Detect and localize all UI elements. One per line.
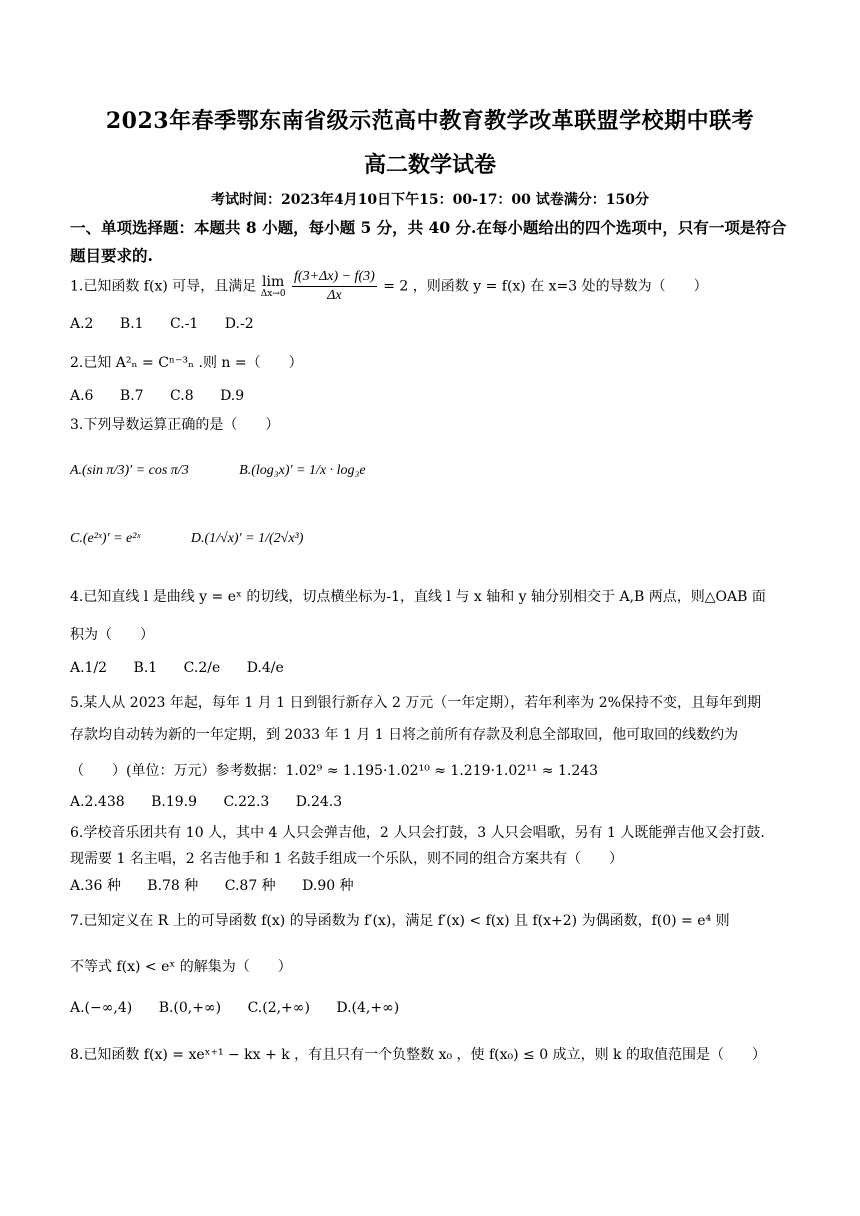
q3-option-c: C.(e²ˣ)′ = e²ˣ <box>70 531 141 546</box>
question-2-options <box>70 388 266 404</box>
question-4-options <box>70 660 306 676</box>
q1-denominator: Δx <box>327 288 342 303</box>
question-7-stem-2: 不等式 f(x) < eˣ 的解集为（ ） <box>70 959 292 975</box>
q5-option-a: A.2.438 <box>70 794 125 810</box>
q1-limit <box>261 275 286 299</box>
q4-option-a: A.1/2 <box>70 660 108 676</box>
q4-option-b: B.1 <box>133 660 158 676</box>
question-4-stem-2: 积为（ ） <box>70 627 154 643</box>
question-7-options <box>70 1000 421 1016</box>
q2-option-a: A.6 <box>70 388 94 404</box>
exam-subtitle: 高二数学试卷 <box>363 152 496 178</box>
question-6-options <box>70 875 376 895</box>
question-5-stem-3: （ ）(单位：万元）参考数据：1.02⁹ ≈ 1.195·1.02¹⁰ ≈ 1.219·1.02¹¹ ≈ 1.243 <box>70 763 599 779</box>
question-4-stem-1: 4.已知直线 l 是曲线 y = eˣ 的切线，切点横坐标为-1，直线 l 与 x 轴和 y 轴分别相交于 A,B 两点，则△OAB 面 <box>70 589 766 605</box>
q1-option-d: D.-2 <box>224 316 254 332</box>
q2-option-b: B.7 <box>119 388 144 404</box>
exam-title: 2023年春季鄂东南省级示范高中教育教学改革联盟学校期中联考 <box>105 108 755 134</box>
q7-option-c: C.(2,+∞) <box>247 1000 310 1016</box>
q2-option-d: D.9 <box>220 388 245 404</box>
q2-option-c: C.8 <box>170 388 194 404</box>
question-5-stem-1: 5.某人从 2023 年起，每年 1 月 1 日到银行新存入 2 万元（一年定期），若年利率为 2%保持不变，且每年到期 <box>70 695 761 711</box>
q6-option-c: C.87 种 <box>224 878 276 894</box>
q7-option-b: B.(0,+∞) <box>158 1000 222 1016</box>
q1-stem-a: 1.已知函数 f(x) 可导，且满足 <box>70 278 257 295</box>
q6-option-b: B.78 种 <box>147 878 199 894</box>
question-5-options <box>70 794 364 810</box>
question-1-stem <box>70 268 708 305</box>
q5-option-b: B.19.9 <box>151 794 198 810</box>
question-3-options-cd <box>70 530 303 547</box>
question-6-stem-2: 现需要 1 名主唱，2 名吉他手和 1 名鼓手组成一个乐队，则不同的组合方案共有（ ） <box>70 851 623 867</box>
question-1-options <box>70 316 276 332</box>
q1-option-a: A.2 <box>70 316 94 332</box>
question-7-stem-1: 7.已知定义在 R 上的可导函数 f(x) 的导函数为 f′(x)，满足 f′(x) < f(x) 且 f(x+2) 为偶函数，f(0) = e⁴ 则 <box>70 913 730 929</box>
q6-option-a: A.36 种 <box>70 878 121 894</box>
q1-option-c: C.-1 <box>170 316 199 332</box>
q5-option-d: D.24.3 <box>295 794 343 810</box>
q1-numerator: f(3+Δx) − f(3) <box>292 268 377 287</box>
q1-fraction <box>292 268 377 305</box>
q3-option-d: D.(1/√x)′ = 1/(2√x³) <box>190 531 304 546</box>
section-heading: 一、单项选择题：本题共 8 小题，每小题 5 分，共 40 分.在每小题给出的四个选项中，只有一项是符合题目要求的. <box>70 218 787 265</box>
question-6-stem-1: 6.学校音乐团共有 10 人，其中 4 人只会弹吉他，2 人只会打鼓，3 人只会唱歌，另有 1 人既能弹吉他又会打鼓. <box>70 825 765 841</box>
q7-option-a: A.(−∞,4) <box>70 1000 133 1016</box>
q6-option-d: D.90 种 <box>302 878 354 894</box>
q3-option-a: A.(sin π/3)′ = cos π/3 <box>70 463 189 478</box>
q3-option-b: B.(log₃x)′ = 1/x · log₃e <box>239 463 366 478</box>
question-5-stem-2: 存款均自动转为新的一年定期，到 2033 年 1 月 1 日将之前所有存款及利息全部取回，他可取回的线数约为 <box>70 727 739 743</box>
q7-option-d: D.(4,+∞) <box>336 1000 400 1016</box>
question-3-stem: 3.下列导数运算正确的是（ ） <box>70 417 280 433</box>
q1-lim-sub: Δx→0 <box>260 288 286 299</box>
q1-lim-text: lim <box>262 273 285 290</box>
question-8-stem: 8.已知函数 f(x) = xeˣ⁺¹ − kx + k ，有且只有一个负整数 x₀ ，使 f(x₀) ≤ 0 成立，则 k 的取值范围是（ ） <box>70 1047 766 1063</box>
q4-option-c: C.2/e <box>183 660 221 676</box>
question-3-options-ab <box>70 462 366 479</box>
q1-option-b: B.1 <box>119 316 144 332</box>
q5-option-c: C.22.3 <box>223 794 270 810</box>
exam-info: 考试时间：2023年4月10日下午15：00-17：00 试卷满分：150分 <box>210 192 650 208</box>
q1-stem-b: = 2 ，则函数 y = f(x) 在 x=3 处的导数为（ ） <box>383 278 708 295</box>
q4-option-d: D.4/e <box>246 660 284 676</box>
question-2-stem: 2.已知 A²ₙ = Cⁿ⁻³ₙ .则 n =（ ） <box>70 355 303 371</box>
